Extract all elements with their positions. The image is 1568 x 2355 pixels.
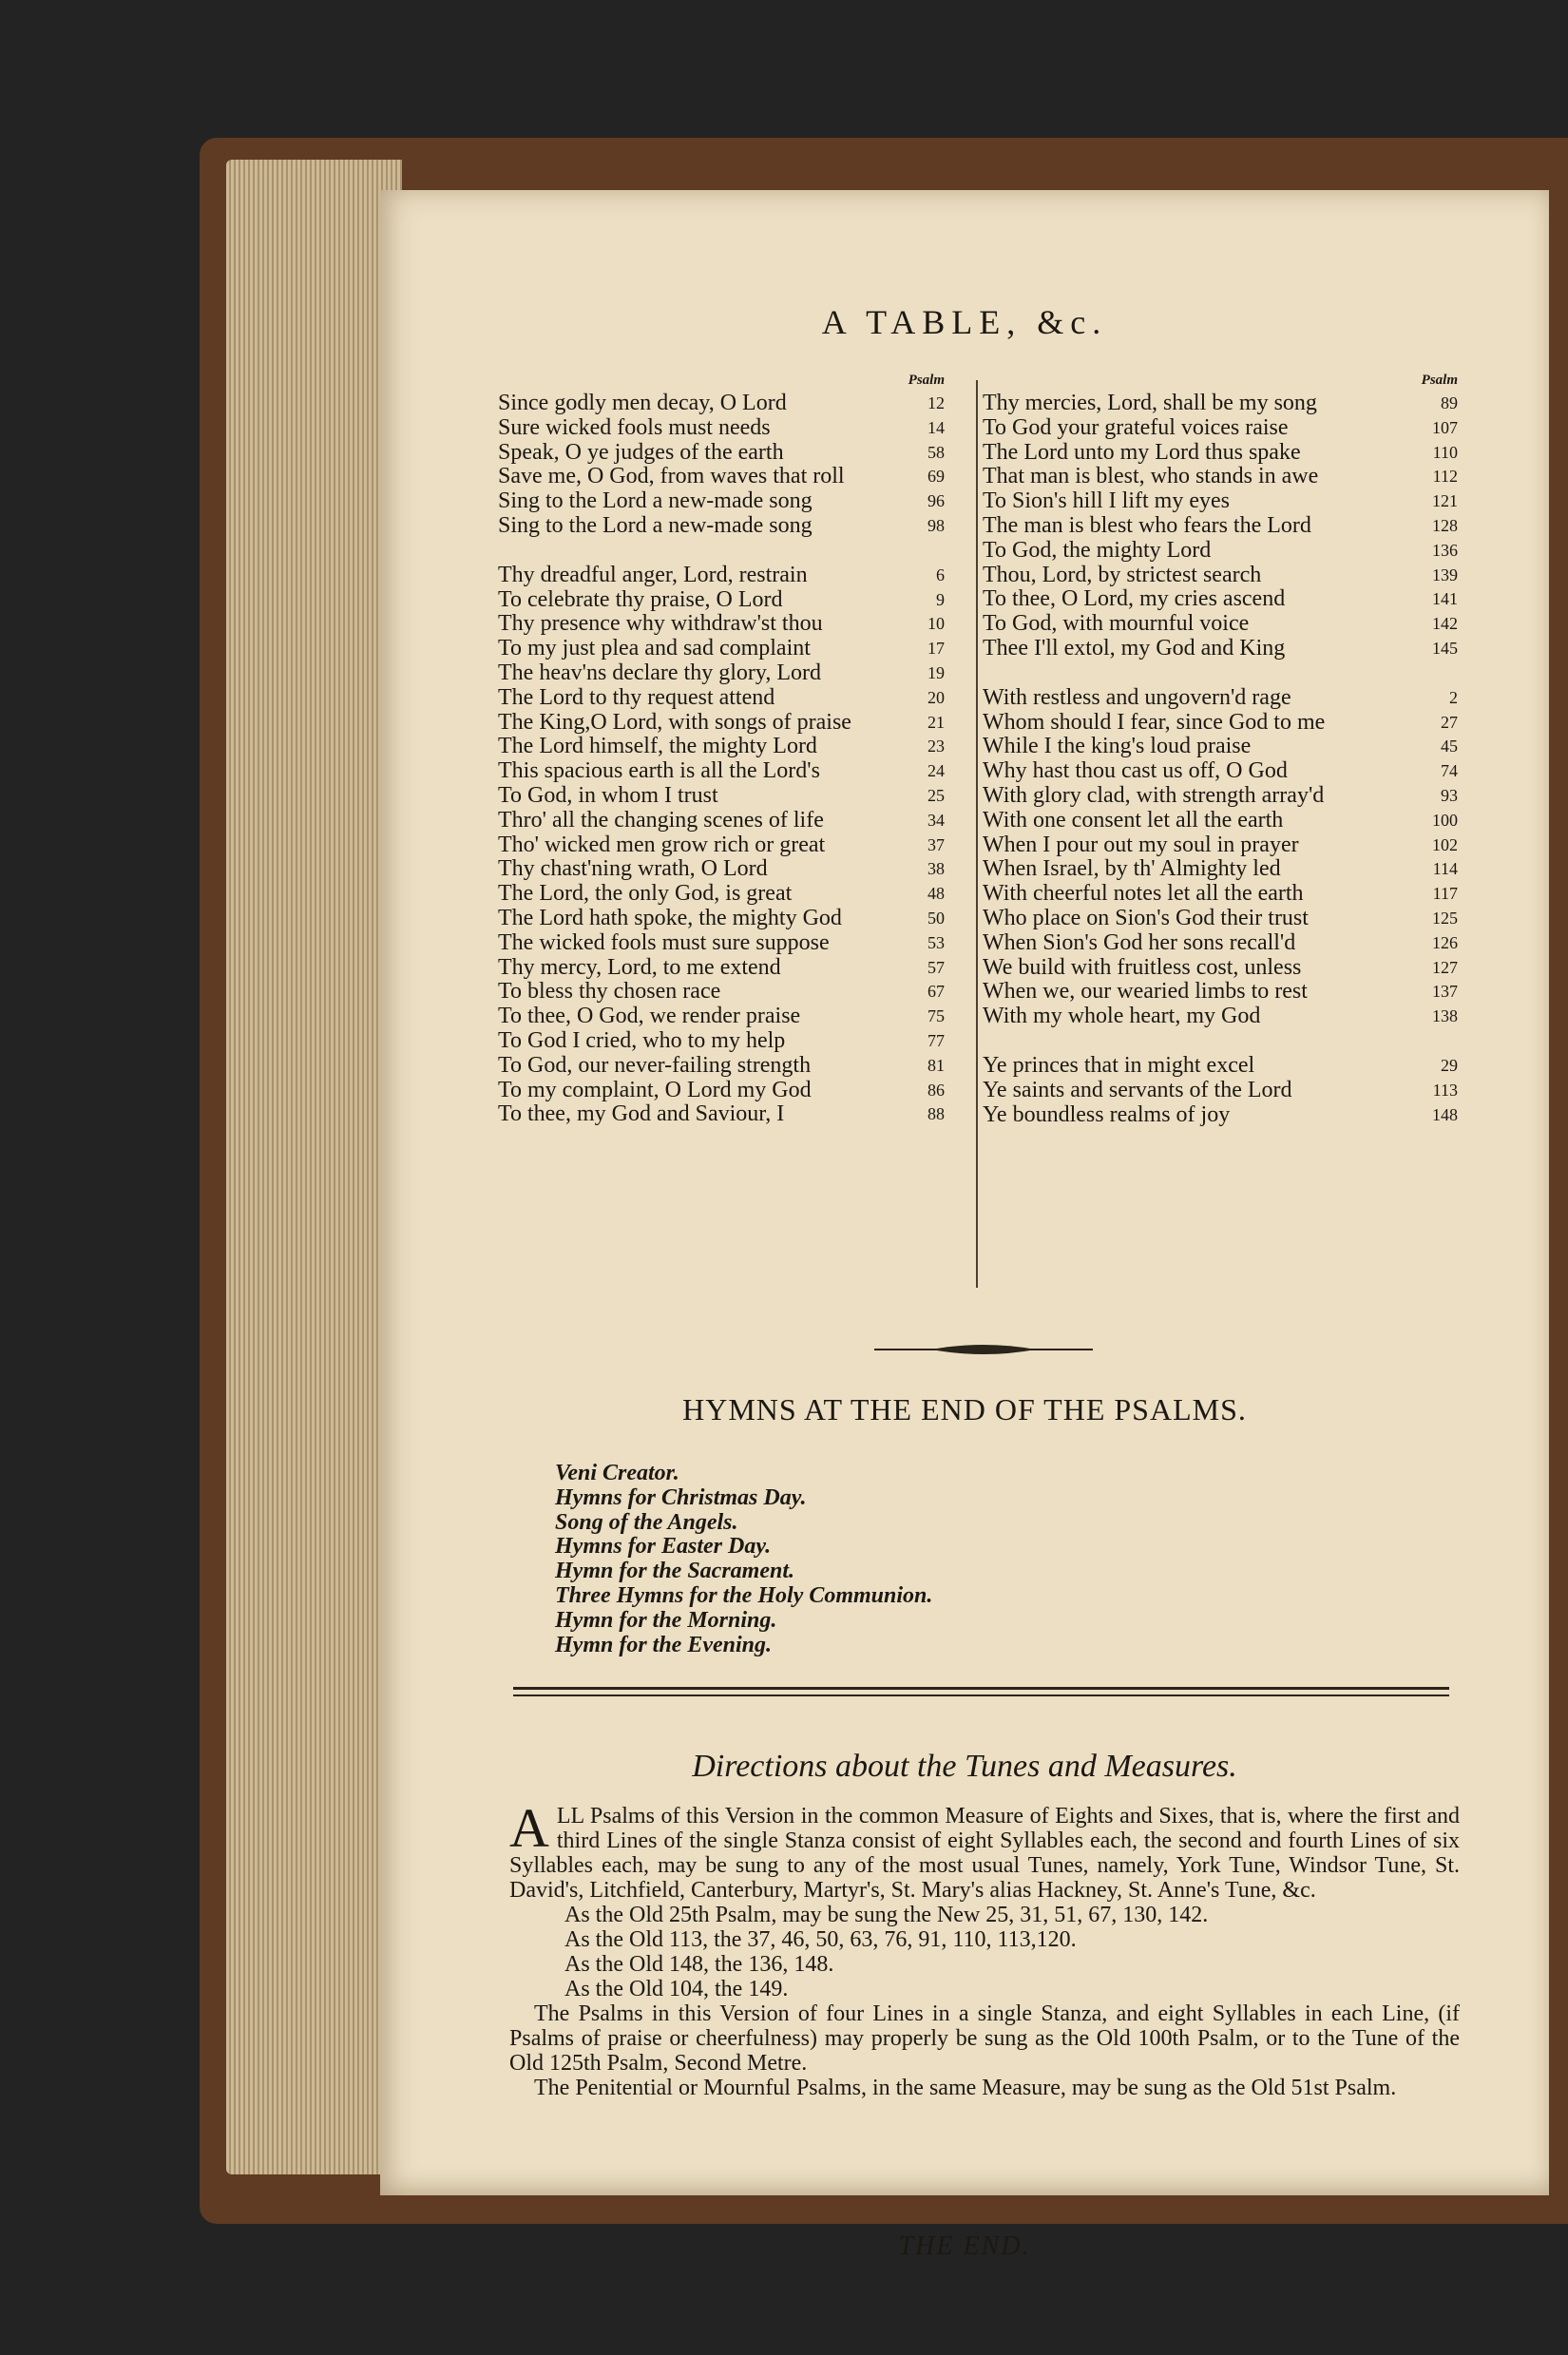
table-row [498, 392, 945, 416]
table-row [983, 784, 1458, 809]
first-line: This spacious earth is all the Lord's [498, 758, 820, 784]
first-line: To thee, O Lord, my cries ascend [983, 586, 1286, 612]
psalm-number: 19 [927, 662, 945, 682]
first-line: Who place on Sion's God their trust [983, 905, 1309, 930]
equivalence-line: As the Old 25th Psalm, may be sung the New 25, 31, 51, 67, 130, 142. [564, 1903, 1209, 1927]
first-line: To my complaint, O Lord my God [498, 1077, 812, 1102]
psalm-number: 10 [927, 614, 945, 634]
table-row [983, 1005, 1458, 1029]
first-line: Thy chast'ning wrath, O Lord [498, 856, 768, 882]
table-row [498, 907, 945, 931]
table-row [983, 465, 1458, 489]
psalm-number: 107 [1432, 417, 1458, 437]
first-line: To celebrate thy praise, O Lord [498, 586, 783, 612]
table-row [983, 907, 1458, 931]
left-column-rows [498, 392, 945, 1127]
first-line: Ye boundless realms of joy [983, 1101, 1231, 1127]
first-line: Ye saints and servants of the Lord [983, 1077, 1292, 1102]
psalm-number: 6 [936, 565, 945, 584]
directions-paragraph-2: The Psalms in this Version of four Lines in a single Stanza, and eight Syllables in each Line, (if Psalms of praise or cheerfulness) may properly be sung as the Old 100th Psalm, or to the Tune of the Old 125th Psalm, Second Metre. [509, 2001, 1460, 2076]
hymn-item: Hymn for the Sacrament. [555, 1559, 795, 1584]
first-line: To God, our never-failing strength [498, 1052, 812, 1078]
psalm-number: 121 [1432, 491, 1458, 511]
psalm-number: 100 [1432, 810, 1458, 830]
right-column-header: Psalm [1421, 373, 1458, 388]
psalm-number: 89 [1441, 393, 1458, 412]
psalm-number: 17 [927, 639, 945, 659]
table-row [983, 759, 1458, 784]
first-line: When I pour out my soul in prayer [983, 832, 1299, 857]
table-row [498, 784, 945, 809]
table-row [983, 1054, 1458, 1079]
hymns-heading: HYMNS AT THE END OF THE PSALMS. [682, 1392, 1247, 1426]
first-line: Sing to the Lord a new-made song [498, 512, 813, 538]
table-row [983, 711, 1458, 736]
equivalence-line: As the Old 113, the 37, 46, 50, 63, 76, 91, 110, 113,120. [564, 1927, 1077, 1952]
psalm-number: 75 [927, 1006, 945, 1026]
table-row [498, 809, 945, 833]
psalm-number: 126 [1432, 932, 1458, 952]
psalm-number: 45 [1441, 737, 1458, 756]
first-line: Ye princes that in might excel [983, 1052, 1255, 1078]
first-line: Sing to the Lord a new-made song [498, 488, 813, 514]
psalm-number: 50 [927, 908, 945, 928]
table-row [983, 612, 1458, 637]
first-line: Since godly men decay, O Lord [498, 391, 787, 415]
psalm-number: 74 [1441, 761, 1458, 781]
table-row [983, 857, 1458, 882]
directions-heading: Directions about the Tunes and Measures. [692, 1749, 1237, 1784]
psalm-number: 21 [927, 712, 945, 732]
table-row [983, 686, 1458, 711]
first-line: With my whole heart, my God [983, 1004, 1261, 1029]
table-row [498, 735, 945, 759]
table-row [983, 587, 1458, 612]
table-row [498, 637, 945, 661]
psalm-number: 136 [1432, 540, 1458, 560]
hymns-list [555, 1462, 932, 1657]
table-row [983, 1103, 1458, 1128]
table-row [498, 612, 945, 637]
right-column [983, 369, 1458, 1127]
psalm-number: 77 [927, 1030, 945, 1050]
first-line: Thy dreadful anger, Lord, restrain [498, 562, 808, 587]
table-row [983, 882, 1458, 907]
the-end: THE END. [898, 2231, 1031, 2261]
first-line: The man is blest who fears the Lord [983, 512, 1311, 538]
first-line: Thee I'll extol, my God and King [983, 635, 1286, 661]
psalm-number: 98 [927, 515, 945, 535]
page-edges [226, 160, 402, 2174]
psalm-number: 29 [1441, 1055, 1458, 1075]
first-line: Thy presence why withdraw'st thou [498, 611, 823, 637]
table-row [983, 931, 1458, 956]
psalm-number: 148 [1432, 1104, 1458, 1124]
first-line: When Sion's God her sons recall'd [983, 929, 1296, 955]
psalm-number: 127 [1432, 957, 1458, 977]
psalm-number: 114 [1432, 859, 1458, 879]
left-column [498, 369, 945, 1127]
table-row [498, 833, 945, 858]
hymn-item: Hymn for the Morning. [555, 1607, 777, 1633]
psalm-number: 117 [1432, 884, 1458, 904]
equivalence-line: As the Old 104, the 149. [564, 1977, 789, 2001]
first-line: Thro' all the changing scenes of life [498, 807, 824, 833]
psalm-number: 67 [927, 982, 945, 1002]
table-row [983, 441, 1458, 466]
table-row [983, 564, 1458, 588]
psalm-number: 141 [1432, 589, 1458, 609]
psalm-number: 112 [1432, 467, 1458, 487]
left-column-header: Psalm [908, 373, 945, 388]
psalm-number: 53 [927, 932, 945, 952]
first-line: To my just plea and sad complaint [498, 636, 811, 661]
table-row [983, 956, 1458, 981]
psalm-number: 81 [927, 1055, 945, 1075]
psalm-number: 139 [1432, 565, 1458, 584]
psalm-number: 69 [927, 467, 945, 487]
psalm-number: 145 [1432, 638, 1458, 658]
tune-equivalences [509, 1903, 1460, 2001]
first-line: The Lord, the only God, is great [498, 881, 793, 907]
group-gap [983, 1029, 1458, 1054]
table-row [498, 956, 945, 981]
first-line: The Lord to thy request attend [498, 684, 775, 710]
first-line: Speak, O ye judges of the earth [498, 439, 784, 465]
psalm-number: 2 [1449, 687, 1458, 707]
ornament-divider [874, 1338, 1093, 1361]
psalm-number: 25 [927, 785, 945, 805]
table-row [983, 980, 1458, 1005]
directions-paragraph-1: ALL Psalms of this Version in the common Measure of Eights and Sixes, that is, where the first and third Lines of the single Stanza consist of eight Syllables each, the second and fourth Lines of six Syllables each, may be sung to any of the most usual Tunes, namely, York Tune, Windsor Tune, St. David's, Litchfield, Canterbury, Martyr's, St. Mary's alias Hackney, St. Anne's Tune, &c. [509, 1797, 1460, 1903]
first-line: Thy mercy, Lord, to me extend [498, 954, 781, 980]
psalm-number: 24 [927, 761, 945, 781]
table-row [983, 416, 1458, 441]
psalm-number: 110 [1432, 442, 1458, 462]
first-line: With cheerful notes let all the earth [983, 881, 1304, 907]
first-line: We build with fruitless cost, unless [983, 954, 1302, 980]
group-gap [983, 661, 1458, 686]
psalm-number: 14 [927, 417, 945, 437]
psalm-number: 9 [936, 589, 945, 609]
table-row [498, 489, 945, 514]
first-line: When Israel, by th' Almighty led [983, 856, 1281, 882]
table-row [498, 759, 945, 784]
psalm-number: 12 [927, 393, 945, 412]
first-line: To God, in whom I trust [498, 782, 718, 808]
table-row [498, 416, 945, 441]
psalm-number: 142 [1432, 614, 1458, 634]
table-row [498, 711, 945, 736]
psalm-number: 113 [1432, 1080, 1458, 1100]
psalm-number: 125 [1432, 908, 1458, 928]
hymn-item: Hymns for Christmas Day. [555, 1484, 807, 1510]
first-line: Why hast thou cast us off, O God [983, 758, 1288, 784]
directions-paragraph-3: The Penitential or Mournful Psalms, in the same Measure, may be sung as the Old 51st Psalm. [534, 2076, 1397, 2100]
right-column-rows [983, 392, 1458, 1127]
psalm-number: 88 [927, 1104, 945, 1124]
table-row [983, 1079, 1458, 1103]
psalm-number: 27 [1441, 712, 1458, 732]
double-rule-divider [513, 1687, 1449, 1696]
psalm-number: 93 [1441, 785, 1458, 805]
table-row [983, 809, 1458, 833]
table-row [498, 1102, 945, 1127]
first-line: The Lord unto my Lord thus spake [983, 439, 1301, 465]
psalm-number: 20 [927, 687, 945, 707]
first-line: To God, with mournful voice [983, 611, 1250, 637]
table-row [498, 1079, 945, 1103]
directions-body [509, 1797, 1460, 2100]
table-row [498, 564, 945, 588]
first-line: To God I cried, who to my help [498, 1027, 786, 1053]
equivalence-line: As the Old 148, the 136, 148. [564, 1952, 834, 1977]
table-row [983, 514, 1458, 539]
table-row [498, 931, 945, 956]
first-line: To God, the mighty Lord [983, 537, 1212, 563]
table-row [498, 514, 945, 539]
table-row [498, 882, 945, 907]
first-line: With glory clad, with strength array'd [983, 782, 1325, 808]
first-line: While I the king's loud praise [983, 734, 1252, 759]
first-line: Thou, Lord, by strictest search [983, 562, 1262, 587]
psalm-number: 138 [1432, 1006, 1458, 1026]
table-row [983, 392, 1458, 416]
first-line: To thee, O God, we render praise [498, 1004, 801, 1029]
hymn-item: Hymns for Easter Day. [555, 1534, 772, 1560]
table-row [983, 539, 1458, 564]
table-row [983, 489, 1458, 514]
table-row [498, 441, 945, 466]
psalm-number: 23 [927, 737, 945, 756]
first-line: To thee, my God and Saviour, I [498, 1101, 785, 1127]
group-gap [498, 539, 945, 564]
hymn-item: Song of the Angels. [555, 1509, 738, 1535]
first-line: Whom should I fear, since God to me [983, 709, 1326, 735]
psalm-number: 102 [1432, 834, 1458, 854]
first-line: Thy mercies, Lord, shall be my song [983, 391, 1317, 415]
table-row [498, 588, 945, 613]
column-divider [976, 380, 978, 1288]
first-line: The King,O Lord, with songs of praise [498, 709, 851, 735]
first-line: Sure wicked fools must needs [498, 414, 771, 440]
psalm-number: 37 [927, 834, 945, 854]
first-line: With restless and ungovern'd rage [983, 684, 1291, 710]
hymn-item: Veni Creator. [555, 1461, 679, 1485]
drop-cap: A [509, 1797, 549, 1859]
table-row [498, 661, 945, 686]
psalm-number: 48 [927, 884, 945, 904]
psalm-number: 128 [1432, 515, 1458, 535]
table-row [498, 1054, 945, 1079]
hymn-item: Hymn for the Evening. [555, 1632, 773, 1657]
first-line: That man is blest, who stands in awe [983, 464, 1319, 489]
book-page [380, 190, 1549, 2261]
first-line: The heav'ns declare thy glory, Lord [498, 660, 821, 685]
table-row [498, 465, 945, 489]
table-row [498, 980, 945, 1005]
page-title: A TABLE, &c. [821, 303, 1108, 341]
first-line: The wicked fools must sure suppose [498, 929, 830, 955]
first-line: To Sion's hill I lift my eyes [983, 488, 1230, 514]
table-row [498, 1029, 945, 1054]
first-line: The Lord himself, the mighty Lord [498, 734, 817, 759]
psalm-number: 57 [927, 957, 945, 977]
first-line: When we, our wearied limbs to rest [983, 979, 1308, 1005]
psalm-number: 58 [927, 442, 945, 462]
table-row [498, 686, 945, 711]
psalm-number: 38 [927, 859, 945, 879]
psalm-number: 137 [1432, 982, 1458, 1002]
first-line: Tho' wicked men grow rich or great [498, 832, 826, 857]
psalm-number: 86 [927, 1080, 945, 1100]
psalm-number: 96 [927, 491, 945, 511]
table-row [983, 735, 1458, 759]
first-line: The Lord hath spoke, the mighty God [498, 905, 842, 930]
first-line: With one consent let all the earth [983, 807, 1284, 833]
psalm-number: 34 [927, 810, 945, 830]
first-line: Save me, O God, from waves that roll [498, 464, 845, 489]
table-row [498, 1005, 945, 1029]
first-line: To bless thy chosen race [498, 979, 721, 1005]
table-row [983, 637, 1458, 661]
table-row [983, 833, 1458, 858]
first-line: To God your grateful voices raise [983, 414, 1289, 440]
hymn-item: Three Hymns for the Holy Communion. [555, 1582, 933, 1608]
table-row [498, 857, 945, 882]
